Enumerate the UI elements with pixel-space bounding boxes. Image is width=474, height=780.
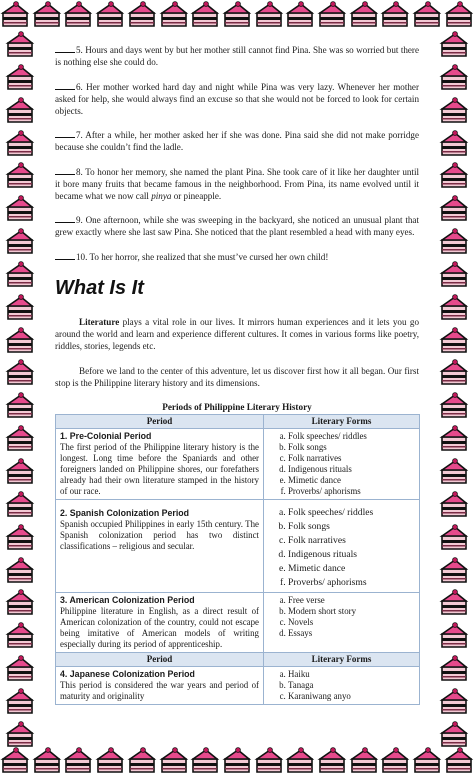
- period-heading: 1. Pre-Colonial Period: [60, 430, 152, 441]
- period-heading: 2. Spanish Colonization Period: [60, 507, 190, 518]
- list-item: [55, 129, 419, 153]
- form-item: c. Novels: [288, 617, 415, 628]
- cake-slice-icon: [5, 129, 35, 159]
- forms-list: [268, 669, 415, 702]
- period-cell: [56, 592, 264, 652]
- answer-blank[interactable]: [55, 166, 75, 175]
- form-item: a. Folk speeches/ riddles: [288, 431, 415, 442]
- cake-slice-icon: [439, 260, 469, 290]
- cake-slice-icon: [444, 0, 474, 30]
- table-header-row: [56, 414, 420, 428]
- cake-slice-icon: [127, 746, 157, 776]
- cake-slice-icon: [63, 0, 93, 30]
- form-item: d. Indigenous rituals: [288, 548, 415, 562]
- cake-slice-icon: [5, 293, 35, 323]
- answer-blank[interactable]: [55, 81, 75, 90]
- page-content: [55, 44, 419, 705]
- cake-slice-icon: [5, 457, 35, 487]
- answer-blank[interactable]: [55, 214, 75, 223]
- forms-cell: [264, 499, 420, 592]
- cake-slice-icon: [349, 0, 379, 30]
- cake-slice-icon: [5, 621, 35, 651]
- cake-slice-icon: [190, 0, 220, 30]
- cake-slice-icon: [159, 0, 189, 30]
- form-item: f. Proverbs/ aphorisms: [288, 576, 415, 590]
- cake-slice-icon: [439, 161, 469, 191]
- item-text: 7. After a while, her mother asked her if she was done. Pina said she did not make porridge because she couldn’t find the ladle.: [55, 130, 419, 152]
- cake-slice-icon: [5, 96, 35, 126]
- list-item: [55, 81, 419, 117]
- border-top: [0, 0, 474, 34]
- list-item: [55, 214, 419, 238]
- cake-slice-icon: [0, 746, 30, 776]
- cake-slice-icon: [5, 654, 35, 684]
- column-header-forms: Literary Forms: [264, 652, 420, 666]
- form-item: c. Folk narratives: [288, 453, 415, 464]
- cake-slice-icon: [254, 746, 284, 776]
- form-item: a. Folk speeches/ riddles: [288, 506, 415, 520]
- form-item: a. Haiku: [288, 669, 415, 680]
- cake-slice-icon: [95, 0, 125, 30]
- period-cell: [56, 666, 264, 704]
- cake-slice-icon: [439, 588, 469, 618]
- cake-slice-icon: [317, 746, 347, 776]
- cake-slice-icon: [285, 0, 315, 30]
- cake-slice-icon: [5, 260, 35, 290]
- column-header-forms: Literary Forms: [264, 414, 420, 428]
- cake-slice-icon: [5, 424, 35, 454]
- cake-slice-icon: [5, 720, 35, 750]
- item-text: 9. One afternoon, while she was sweeping in the backyard, she noticed an unusual plant that grew exactly where she last saw Pina. She noticed that the plant resembled a head with many eyes.: [55, 215, 419, 237]
- list-item: [55, 251, 419, 263]
- table-title: Periods of Philippine Literary History: [162, 401, 312, 412]
- border-left: [0, 30, 40, 750]
- cake-slice-icon: [412, 0, 442, 30]
- cake-slice-icon: [439, 621, 469, 651]
- form-item: c. Folk narratives: [288, 534, 415, 548]
- table-header-row: [56, 652, 420, 666]
- forms-list: [268, 506, 415, 590]
- cake-slice-icon: [380, 746, 410, 776]
- cake-slice-icon: [439, 129, 469, 159]
- cake-slice-icon: [439, 96, 469, 126]
- border-bottom: [0, 746, 474, 780]
- cake-slice-icon: [5, 227, 35, 257]
- cake-slice-icon: [439, 490, 469, 520]
- cake-slice-icon: [159, 746, 189, 776]
- form-item: a. Free verse: [288, 595, 415, 606]
- cake-slice-icon: [439, 30, 469, 60]
- cake-slice-icon: [349, 746, 379, 776]
- cake-slice-icon: [254, 0, 284, 30]
- cake-slice-icon: [439, 293, 469, 323]
- form-item: b. Modern short story: [288, 606, 415, 617]
- item-text-italic: pinya: [151, 190, 172, 201]
- cake-slice-icon: [95, 746, 125, 776]
- cake-slice-icon: [32, 746, 62, 776]
- answer-blank[interactable]: [55, 44, 75, 53]
- table-row: [56, 666, 420, 704]
- form-item: d. Essays: [288, 628, 415, 639]
- form-item: e. Mimetic dance: [288, 562, 415, 576]
- table-row: [56, 592, 420, 652]
- cake-slice-icon: [439, 523, 469, 553]
- paragraph-text: plays a vital role in our lives. It mirrors human experiences and it lets you go around the world and learn and experience different cultures. It comes in various forms like poetry, riddles, stories, legends etc.: [55, 316, 419, 351]
- period-description: Philippine literature in English, as a direct result of American colonization of the country, could not escape being imitative of American models of writing especially during its period of apprenticeship.: [60, 605, 259, 649]
- cake-slice-icon: [5, 490, 35, 520]
- forms-cell: [264, 428, 420, 499]
- period-description: Spanish occupied Philippines in early 15th century. The Spanish colonization period has two distinct classifications – religious and secular.: [60, 518, 259, 551]
- transition-paragraph: Before we land to the center of this adventure, let us discover first how it all began. Our first stop is the Philippine literary history and its dimensions.: [55, 365, 419, 388]
- cake-slice-icon: [32, 0, 62, 30]
- cake-slice-icon: [5, 391, 35, 421]
- form-item: b. Tanaga: [288, 680, 415, 691]
- literary-history-table: [55, 414, 420, 705]
- cake-slice-icon: [439, 326, 469, 356]
- form-item: f. Proverbs/ aphorisms: [288, 486, 415, 497]
- cake-slice-icon: [439, 391, 469, 421]
- cake-slice-icon: [444, 746, 474, 776]
- answer-blank[interactable]: [55, 129, 75, 138]
- forms-list: [268, 431, 415, 497]
- form-item: c. Karaniwang anyo: [288, 691, 415, 702]
- column-header-period: Period: [56, 414, 264, 428]
- forms-cell: [264, 592, 420, 652]
- cake-slice-icon: [190, 746, 220, 776]
- cake-slice-icon: [317, 0, 347, 30]
- cake-slice-icon: [439, 457, 469, 487]
- period-cell: [56, 499, 264, 592]
- cake-slice-icon: [439, 720, 469, 750]
- period-heading: 4. Japanese Colonization Period: [60, 668, 195, 679]
- cake-slice-icon: [63, 746, 93, 776]
- cake-slice-icon: [5, 63, 35, 93]
- period-heading: 3. American Colonization Period: [60, 594, 195, 605]
- cake-slice-icon: [127, 0, 157, 30]
- cake-slice-icon: [439, 63, 469, 93]
- period-cell: [56, 428, 264, 499]
- forms-cell: [264, 666, 420, 704]
- item-text: or pineapple.: [171, 190, 222, 201]
- cake-slice-icon: [222, 0, 252, 30]
- cake-slice-icon: [439, 687, 469, 717]
- column-header-period: Period: [56, 652, 264, 666]
- cake-slice-icon: [439, 227, 469, 257]
- form-item: e. Mimetic dance: [288, 475, 415, 486]
- cake-slice-icon: [0, 0, 30, 30]
- cake-slice-icon: [222, 746, 252, 776]
- keyword-literature: Literature: [79, 316, 120, 327]
- cake-slice-icon: [5, 194, 35, 224]
- cake-slice-icon: [5, 523, 35, 553]
- cake-slice-icon: [439, 424, 469, 454]
- intro-paragraph: [55, 316, 419, 352]
- form-item: b. Folk songs: [288, 520, 415, 534]
- cake-slice-icon: [5, 588, 35, 618]
- cake-slice-icon: [439, 358, 469, 388]
- border-right: [434, 30, 474, 750]
- cake-slice-icon: [5, 556, 35, 586]
- item-text: 6. Her mother worked hard day and night while Pina was very lazy. Whenever her mother asked for help, she would always find an excuse so that she would not be forced to look for certain objects.: [55, 81, 419, 116]
- cake-slice-icon: [5, 326, 35, 356]
- answer-blank[interactable]: [55, 251, 75, 260]
- form-item: b. Folk songs: [288, 442, 415, 453]
- item-text: 5. Hours and days went by but her mother still cannot find Pina. She was so worried but there is nothing else she could do.: [55, 45, 419, 67]
- period-description: This period is considered the war years and period of maturity and originality: [60, 679, 259, 701]
- section-title: What Is It: [55, 276, 144, 299]
- table-row: [56, 499, 420, 592]
- forms-list: [268, 595, 415, 639]
- cake-slice-icon: [380, 0, 410, 30]
- cake-slice-icon: [5, 161, 35, 191]
- form-item: d. Indigenous rituals: [288, 464, 415, 475]
- list-item: [55, 166, 419, 202]
- cake-slice-icon: [439, 194, 469, 224]
- table-row: [56, 428, 420, 499]
- cake-slice-icon: [5, 30, 35, 60]
- period-description: The first period of the Philippine literary history is the longest. Long time before the Spaniards and other foreigners landed on Philippine shores, our forefathers already had their own literature stamped in the history of our race.: [60, 441, 259, 496]
- cake-slice-icon: [439, 654, 469, 684]
- cake-slice-icon: [5, 358, 35, 388]
- list-item: [55, 44, 419, 68]
- cake-slice-icon: [285, 746, 315, 776]
- item-text: 8. To honor her memory, she named the plant Pina. She took care of it like her daughter until it bore many fruits that became famous in the neighborhood. From Pina, its name evolved until it became what we now call: [55, 166, 419, 201]
- cake-slice-icon: [439, 556, 469, 586]
- cake-slice-icon: [5, 687, 35, 717]
- cake-slice-icon: [412, 746, 442, 776]
- item-text: 10. To her horror, she realized that she must’ve cursed her own child!: [76, 251, 329, 262]
